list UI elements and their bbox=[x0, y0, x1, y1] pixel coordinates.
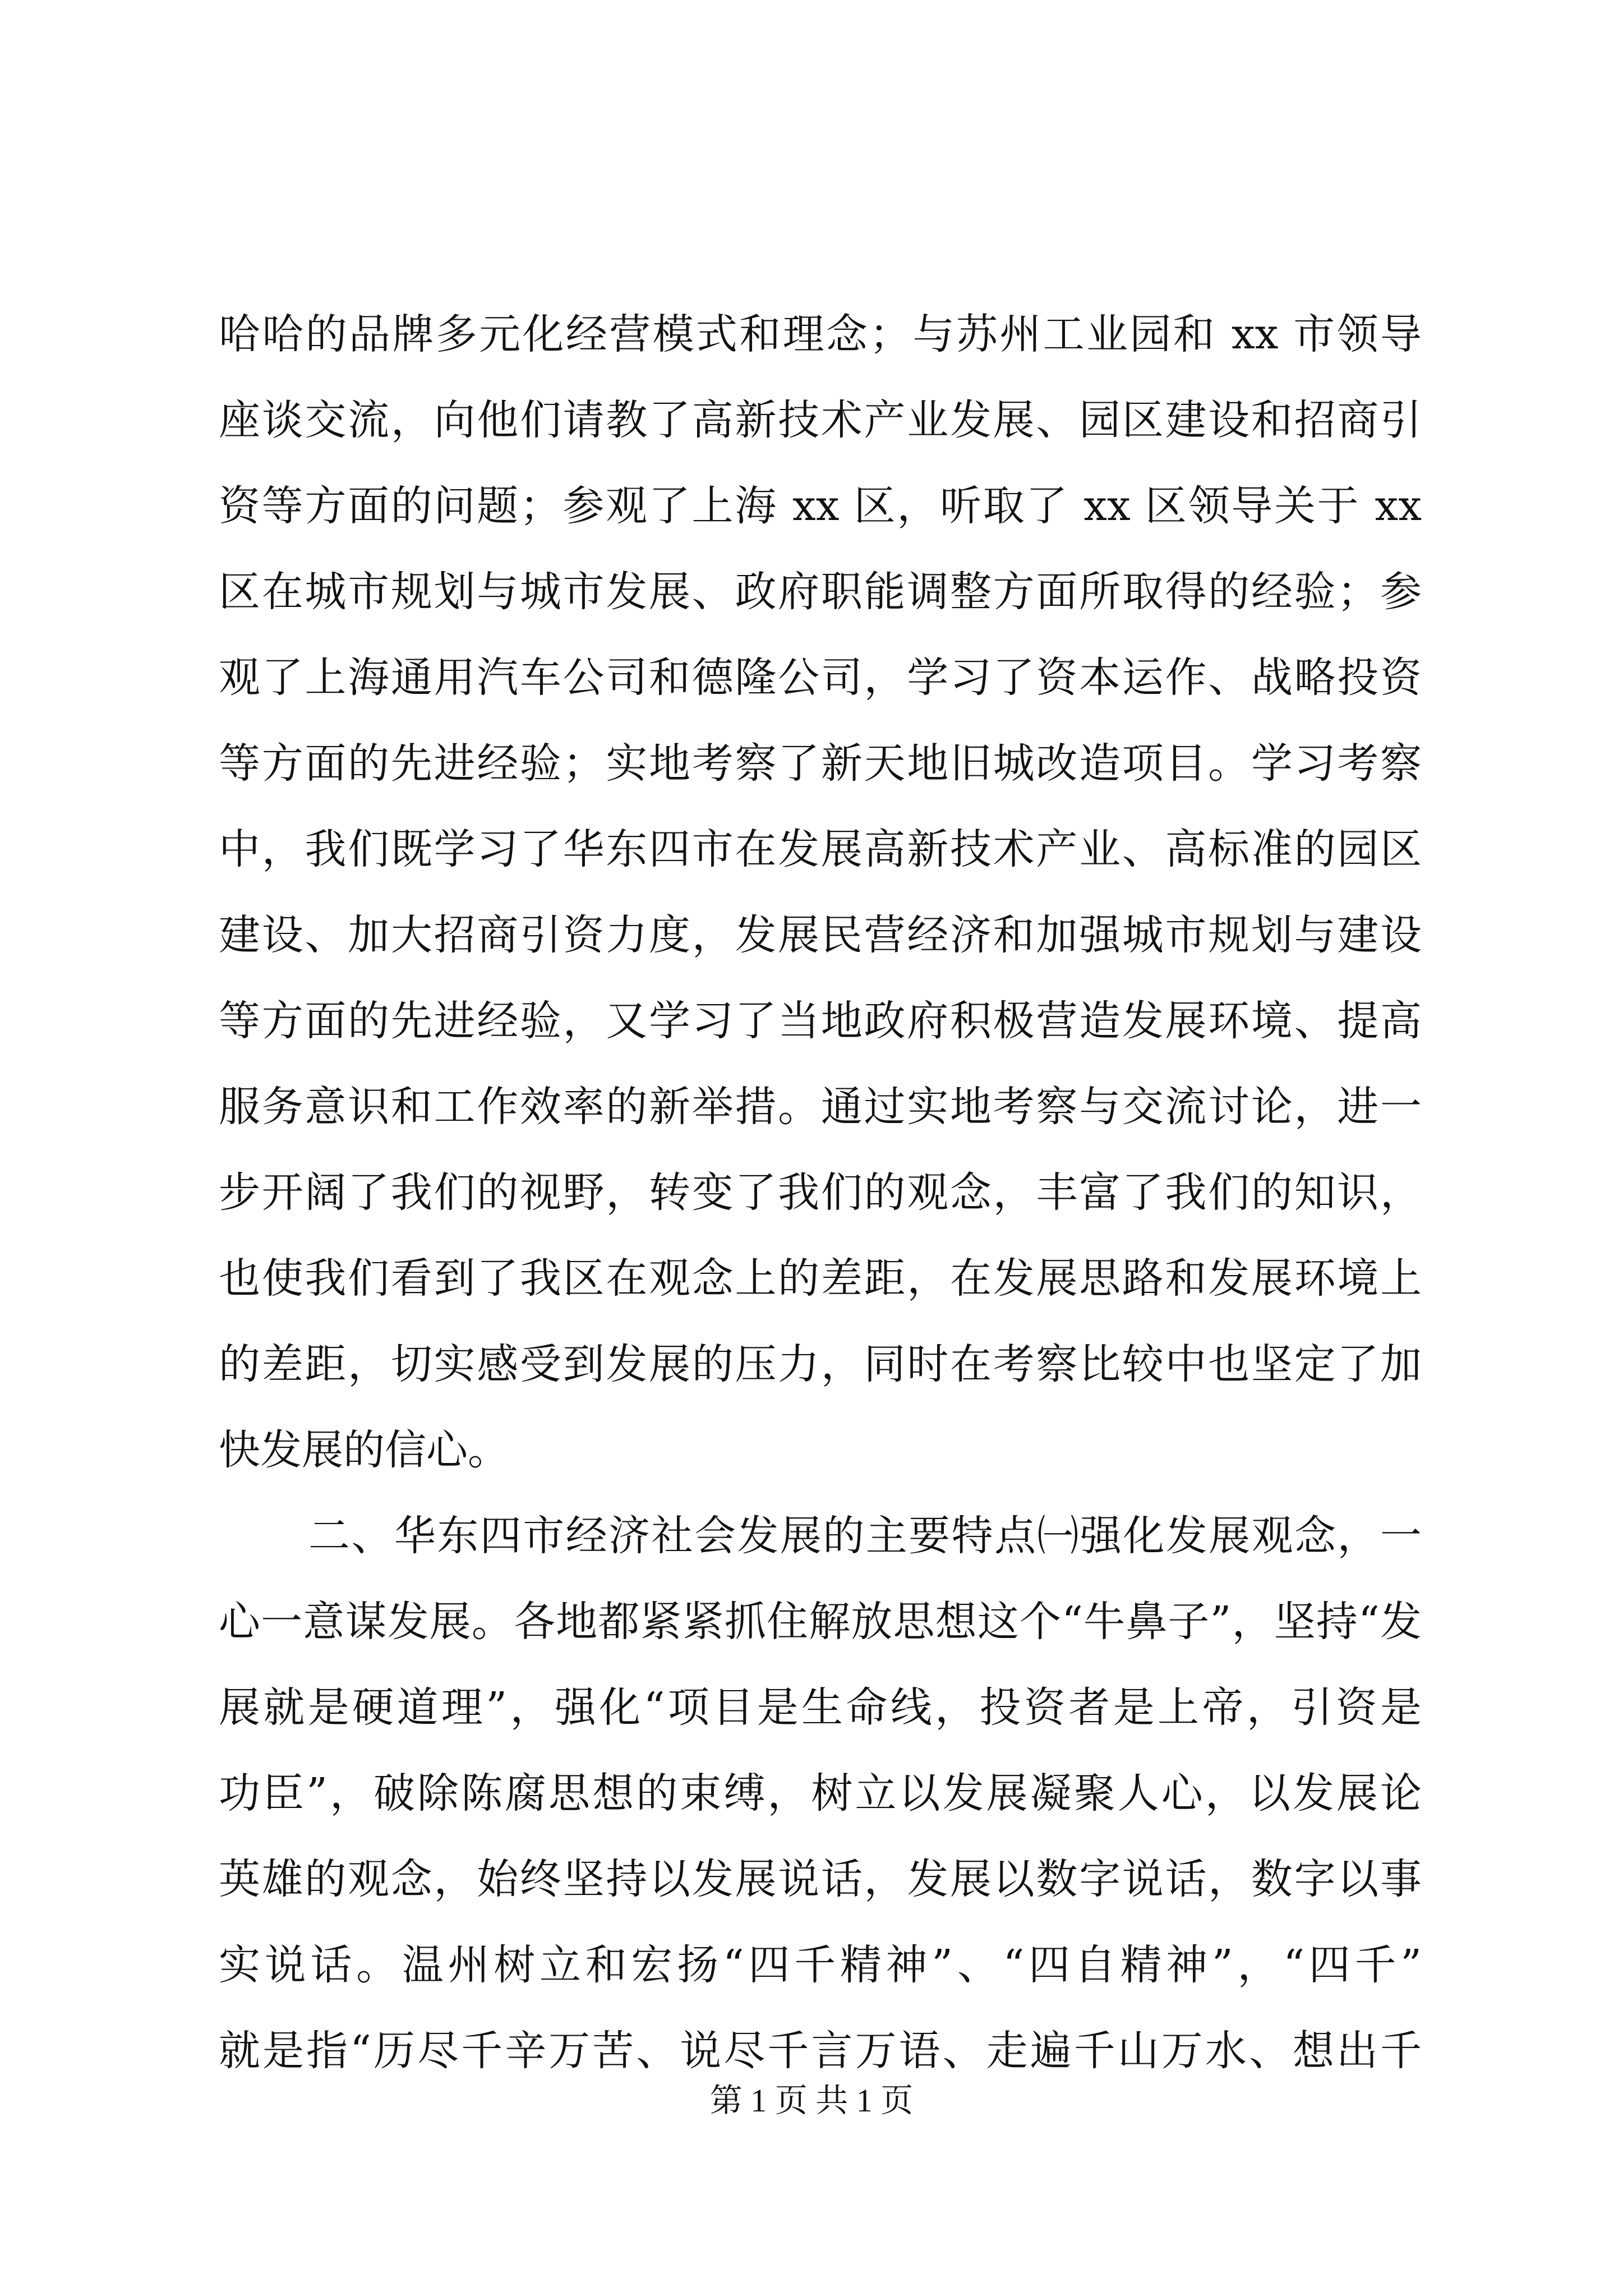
text-line: 英雄的观念，始终坚持以发展说话，发展以数字说话，数字以事 bbox=[219, 1855, 1422, 1903]
text-line: 心一意谋发展。各地都紧紧抓住解放思想这个“牛鼻子”，坚持“发 bbox=[219, 1598, 1422, 1646]
text-line: 中，我们既学习了华东四市在发展高新技术产业、高标准的园区 bbox=[219, 825, 1422, 873]
text-line: 座谈交流，向他们请教了高新技术产业发展、园区建设和招商引 bbox=[219, 396, 1422, 444]
text-line: 观了上海通用汽车公司和德隆公司，学习了资本运作、战略投资 bbox=[219, 654, 1422, 702]
text-line: 资等方面的问题；参观了上海 xx 区，听取了 xx 区领导关于 xx bbox=[219, 482, 1422, 530]
document-body bbox=[219, 292, 1422, 2094]
page-footer bbox=[0, 2076, 1623, 2126]
text-line: 等方面的先进经验，又学习了当地政府积极营造发展环境、提高 bbox=[219, 997, 1422, 1045]
text-line: 就是指“历尽千辛万苦、说尽千言万语、走遍千山万水、想出千 bbox=[219, 2027, 1422, 2075]
text-line: 也使我们看到了我区在观念上的差距，在发展思路和发展环境上 bbox=[219, 1254, 1422, 1303]
text-line: 服务意识和工作效率的新举措。通过实地考察与交流讨论，进一 bbox=[219, 1083, 1422, 1131]
text-line: 的差距，切实感受到发展的压力，同时在考察比较中也坚定了加 bbox=[219, 1340, 1422, 1388]
text-line: 等方面的先进经验；实地考察了新天地旧城改造项目。学习考察 bbox=[219, 739, 1422, 788]
text-line: 展就是硬道理”，强化“项目是生命线，投资者是上帝，引资是 bbox=[219, 1683, 1422, 1732]
paragraph-2 bbox=[219, 1493, 1422, 2094]
text-line: 功臣”，破除陈腐思想的束缚，树立以发展凝聚人心，以发展论 bbox=[219, 1769, 1422, 1818]
paragraph-1 bbox=[219, 292, 1422, 1493]
page-number: 第 1 页 共 1 页 bbox=[709, 2082, 914, 2119]
text-line: 快发展的信心。 bbox=[219, 1426, 509, 1474]
text-line: 区在城市规划与城市发展、政府职能调整方面所取得的经验；参 bbox=[219, 568, 1422, 616]
text-line: 哈哈的品牌多元化经营模式和理念；与苏州工业园和 xx 市领导 bbox=[219, 310, 1422, 358]
text-line: 步开阔了我们的视野，转变了我们的观念，丰富了我们的知识， bbox=[219, 1168, 1422, 1217]
text-line: 实说话。温州树立和宏扬“四千精神”、“四自精神”，“四千” bbox=[219, 1941, 1422, 1989]
text-line: 二、华东四市经济社会发展的主要特点㈠强化发展观念，一 bbox=[308, 1512, 1422, 1560]
text-line: 建设、加大招商引资力度，发展民营经济和加强城市规划与建设 bbox=[219, 911, 1422, 959]
